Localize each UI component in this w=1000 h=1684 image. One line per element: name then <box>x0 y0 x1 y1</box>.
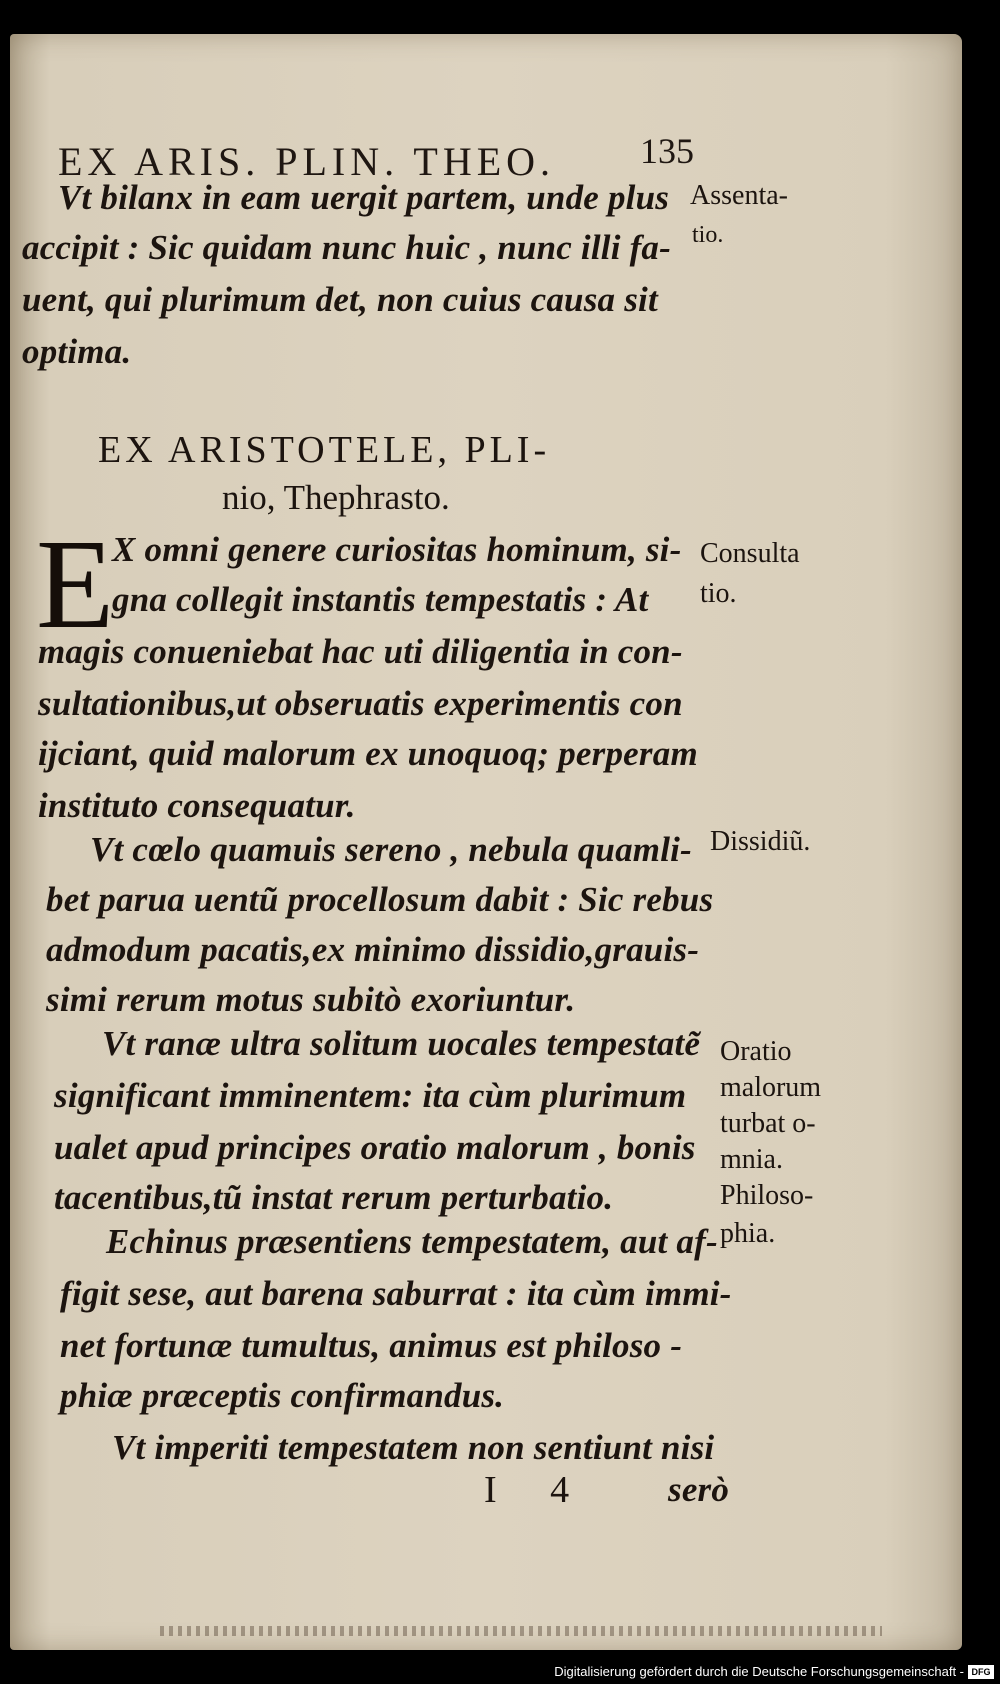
running-head: EX ARIS. PLIN. THEO. <box>58 139 556 184</box>
margin-note: mnia. <box>720 1144 783 1175</box>
text-line: magis conueniebat hac uti diligentia in con- <box>38 632 683 671</box>
drop-cap-initial: E <box>36 513 115 655</box>
catchword: serò <box>668 1470 730 1509</box>
text-line: gna collegit instantis tempestatis : At <box>112 580 649 619</box>
section-heading: EX ARISTOTELE, PLI- <box>98 429 551 471</box>
text-line: uent, qui plurimum det, non cuius causa sit <box>22 280 658 319</box>
text-line: phiæ præceptis confirmandus. <box>60 1376 505 1415</box>
page-number: 135 <box>640 131 694 171</box>
text-line: accipit : Sic quidam nunc huic , nunc illi fa- <box>22 228 671 267</box>
text-line: Vt imperiti tempestatem non sentiunt nisi <box>112 1428 715 1467</box>
dfg-logo: DFG <box>968 1665 994 1679</box>
margin-note: Oratio <box>720 1036 792 1067</box>
signature-mark: I 4 <box>484 1469 592 1511</box>
text-line: significant imminentem: ita cùm plurimum <box>54 1076 687 1115</box>
text-line: ualet apud principes oratio malorum , bonis <box>54 1128 696 1167</box>
text-line: tacentibus,tũ instat rerum perturbatio. <box>54 1178 614 1217</box>
margin-note: Consulta <box>700 538 800 569</box>
text-line: Echinus præsentiens tempestatem, aut af- <box>106 1222 718 1261</box>
margin-note: tio. <box>700 578 737 609</box>
text-line: X omni genere curiositas hominum, si- <box>112 530 682 569</box>
text-line: figit sese, aut barena saburrat : ita cùm immi- <box>60 1274 732 1313</box>
footer-credit: Digitalisierung gefördert durch die Deutsche Forschungsgemeinschaft - <box>554 1664 964 1679</box>
text-line: admodum pacatis,ex minimo dissidio,grauis- <box>46 930 700 969</box>
text-line: ijciant, quid malorum ex unoquoq; perperam <box>38 734 698 773</box>
text-line: simi rerum motus subitò exoriuntur. <box>46 980 576 1019</box>
text-line: net fortunæ tumultus, animus est philoso - <box>60 1326 683 1365</box>
text-line: instituto consequatur. <box>38 786 356 825</box>
margin-note: malorum <box>720 1072 822 1103</box>
margin-note: phia. <box>720 1218 776 1249</box>
text-line: sultationibus,ut obseruatis experimentis con <box>38 684 683 723</box>
text-line: bet parua uentũ procellosum dabit : Sic rebus <box>46 880 714 919</box>
margin-note: Assenta- <box>690 180 788 211</box>
margin-note: tio. <box>692 222 724 248</box>
text-line: Vt bilanx in eam uergit partem, unde plus <box>58 178 670 217</box>
section-subheading: nio, Thephrasto. <box>222 478 450 517</box>
text-line: optima. <box>22 332 132 371</box>
text-line: Vt ranæ ultra solitum uocales tempestatẽ <box>102 1024 701 1063</box>
margin-note: Philoso- <box>720 1180 814 1211</box>
text-line: Vt cœlo quamuis sereno , nebula quamli- <box>90 830 692 869</box>
margin-note: Dissidiũ. <box>710 826 811 857</box>
margin-note: turbat o- <box>720 1108 816 1139</box>
